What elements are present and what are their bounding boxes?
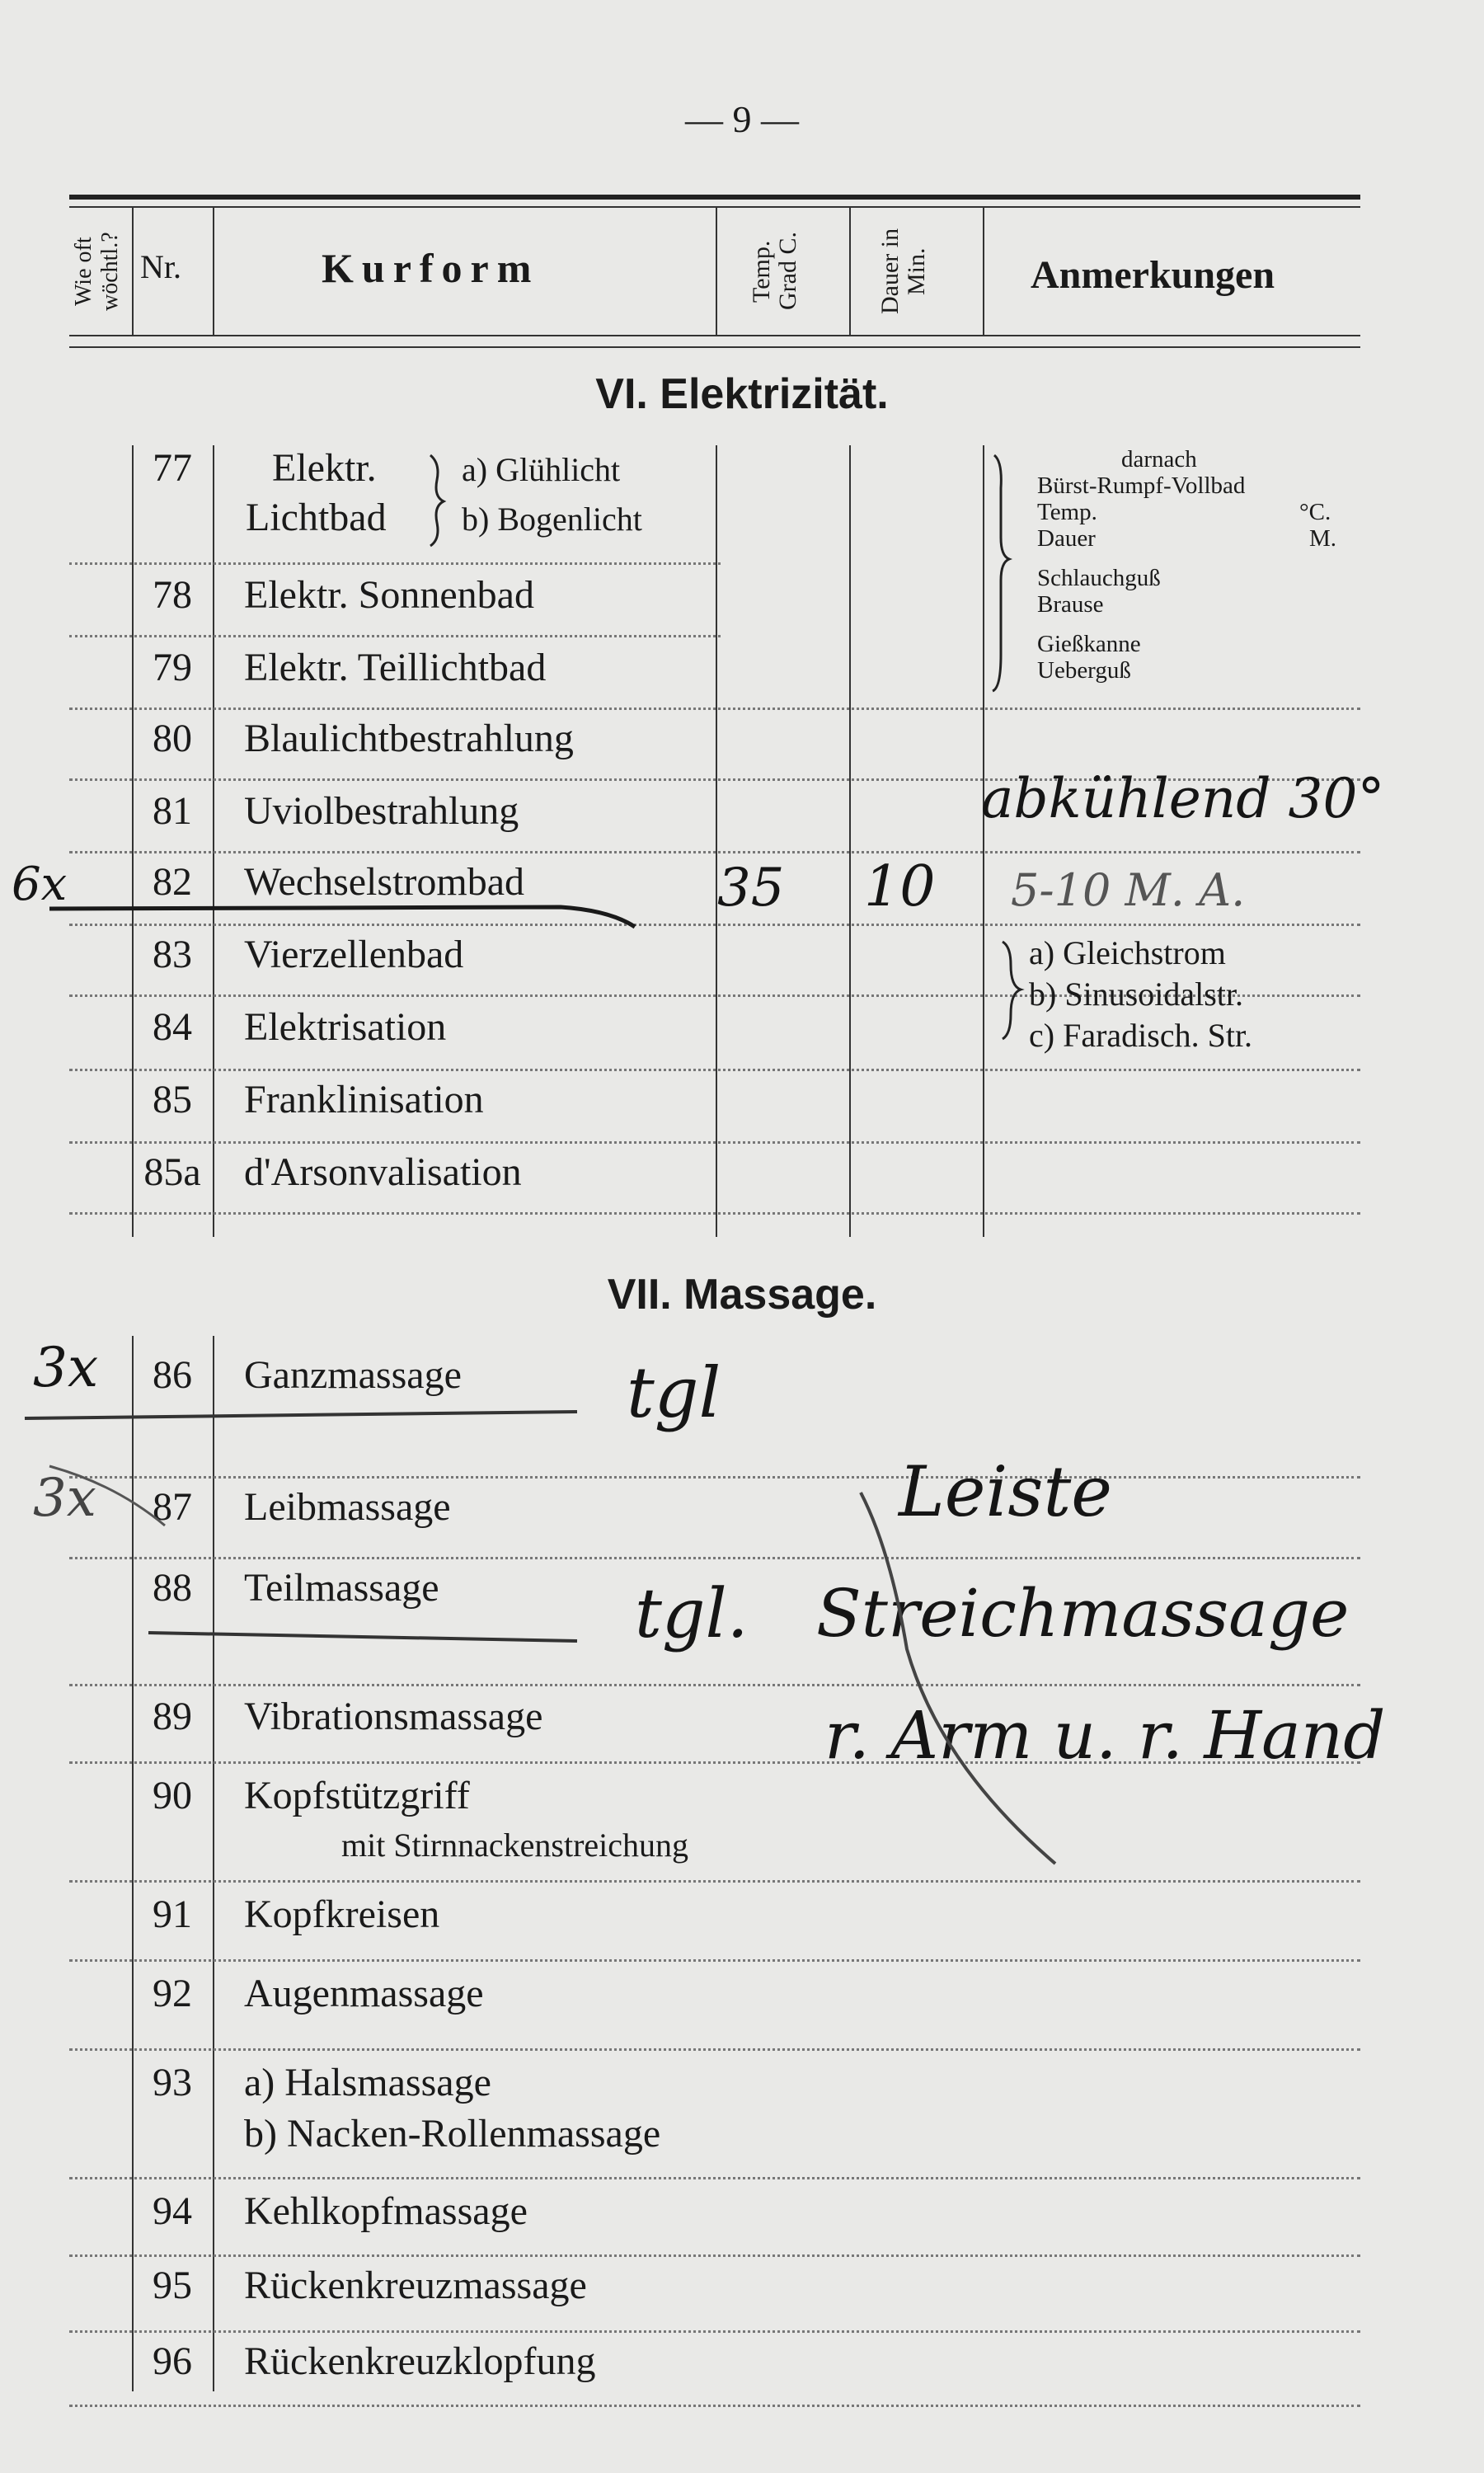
row-77-kurform: Elektr. bbox=[272, 446, 377, 490]
brace-note-1 bbox=[993, 455, 1009, 691]
brace-note-2 bbox=[1003, 942, 1021, 1039]
strike-87 bbox=[49, 1466, 165, 1526]
row-79-nr: 79 bbox=[153, 646, 192, 689]
hand-anm-81: abkühlend 30° bbox=[981, 767, 1385, 830]
row-81-kurform: Uviolbestrahlung bbox=[244, 789, 519, 833]
section-title-massage: VII. Massage. bbox=[607, 1271, 877, 1319]
hand-tgl-86: tgl bbox=[627, 1352, 721, 1433]
row-87-kurform: Leibmassage bbox=[244, 1485, 451, 1529]
row-83-nr: 83 bbox=[153, 933, 192, 976]
note-giesskanne: Gießkanne bbox=[1037, 631, 1141, 657]
hand-dauer-82: 10 bbox=[864, 854, 936, 919]
note-gleichstrom: a) Gleichstrom bbox=[1029, 934, 1226, 971]
note-schlauchguss: Schlauchguß bbox=[1037, 565, 1161, 591]
row-96-nr: 96 bbox=[153, 2339, 192, 2383]
row-85-kurform: Franklinisation bbox=[244, 1078, 484, 1121]
underline-86 bbox=[25, 1412, 577, 1418]
hand-freq-86: 3x bbox=[33, 1336, 99, 1399]
hand-anm-82: 5-10 M. A. bbox=[1011, 864, 1246, 916]
note-buerst: Bürst-Rumpf-Vollbad bbox=[1037, 473, 1246, 499]
hand-tgl-88: tgl. bbox=[635, 1575, 749, 1653]
diagonal-stroke bbox=[861, 1493, 1055, 1864]
header-anmerkungen: Anmerkungen bbox=[1031, 253, 1275, 297]
hand-freq-87: 3x bbox=[33, 1468, 96, 1529]
hand-leiste: Leiste bbox=[899, 1451, 1112, 1532]
row-88-nr: 88 bbox=[153, 1566, 192, 1610]
note-darnach: darnach bbox=[1121, 446, 1197, 473]
row-90-sub: mit Stirnnackenstreichung bbox=[341, 1827, 689, 1864]
header-nr: Nr. bbox=[140, 248, 181, 285]
note-sinusoidal: b) Sinusoidalstr. bbox=[1029, 976, 1244, 1013]
row-86-nr: 86 bbox=[153, 1353, 192, 1397]
row-89-kurform: Vibrationsmassage bbox=[244, 1695, 543, 1738]
row-77-kurform-2: Lichtbad bbox=[246, 496, 387, 539]
note-ueberguss: Ueberguß bbox=[1037, 657, 1131, 684]
underline-82 bbox=[49, 907, 635, 927]
row-77-nr: 77 bbox=[153, 446, 192, 490]
note-brause: Brause bbox=[1037, 591, 1104, 618]
note-dauer: Dauer bbox=[1037, 525, 1096, 552]
row-78-kurform: Elektr. Sonnenbad bbox=[244, 573, 534, 617]
row-80-kurform: Blaulichtbestrahlung bbox=[244, 717, 574, 760]
row-95-nr: 95 bbox=[153, 2264, 192, 2307]
row-94-nr: 94 bbox=[153, 2189, 192, 2233]
row-84-kurform: Elektrisation bbox=[244, 1005, 447, 1049]
header-temp: Temp. Grad C. bbox=[748, 232, 801, 311]
header-wie-oft: Wie oft wöchtl.? bbox=[71, 232, 123, 311]
row-91-nr: 91 bbox=[153, 1892, 192, 1936]
page-number: — 9 — bbox=[685, 98, 799, 140]
row-90-kurform: Kopfstützgriff bbox=[244, 1774, 470, 1817]
row-93-kurform-2: b) Nacken-Rollenmassage bbox=[244, 2112, 661, 2156]
row-82-kurform: Wechselstrombad bbox=[244, 860, 525, 904]
header-dauer: Dauer in Min. bbox=[876, 228, 930, 315]
header-kurform: Kurform bbox=[322, 245, 540, 291]
row-83-kurform: Vierzellenbad bbox=[244, 933, 464, 976]
hand-temp-82: 35 bbox=[717, 858, 785, 919]
hand-arm-hand: r. Arm u. r. Hand bbox=[824, 1697, 1386, 1774]
note-faradisch: c) Faradisch. Str. bbox=[1029, 1017, 1253, 1054]
row-85-nr: 85 bbox=[153, 1078, 192, 1121]
row-88-kurform: Teilmassage bbox=[244, 1566, 439, 1610]
note-temp: Temp. bbox=[1037, 499, 1097, 525]
row-87-nr: 87 bbox=[153, 1485, 192, 1529]
row-78-nr: 78 bbox=[153, 573, 192, 617]
row-86-kurform: Ganzmassage bbox=[244, 1353, 462, 1397]
row-77-sub-b: b) Bogenlicht bbox=[462, 501, 642, 538]
row-79-kurform: Elektr. Teillichtbad bbox=[244, 646, 547, 689]
row-91-kurform: Kopfkreisen bbox=[244, 1892, 440, 1936]
brace-77 bbox=[430, 455, 444, 546]
row-85a-nr: 85a bbox=[143, 1150, 201, 1194]
row-90-nr: 90 bbox=[153, 1774, 192, 1817]
note-dauer-unit: M. bbox=[1309, 525, 1337, 552]
row-94-kurform: Kehlkopfmassage bbox=[244, 2189, 528, 2233]
hand-streichmassage: Streichmassage bbox=[816, 1575, 1350, 1652]
row-82-nr: 82 bbox=[153, 860, 192, 904]
row-93-kurform: a) Halsmassage bbox=[244, 2061, 491, 2104]
row-89-nr: 89 bbox=[153, 1695, 192, 1738]
section-title-elektrizitaet: VI. Elektrizität. bbox=[595, 370, 889, 418]
row-84-nr: 84 bbox=[153, 1005, 192, 1049]
row-93-nr: 93 bbox=[153, 2061, 192, 2104]
row-92-nr: 92 bbox=[153, 1972, 192, 2015]
row-80-nr: 80 bbox=[153, 717, 192, 760]
row-85a-kurform: d'Arsonvalisation bbox=[244, 1150, 522, 1194]
underline-88 bbox=[148, 1633, 577, 1641]
hand-freq-82: 6x bbox=[12, 858, 68, 911]
note-temp-unit: °C. bbox=[1299, 499, 1331, 525]
row-77-sub-a: a) Glühlicht bbox=[462, 451, 621, 488]
row-81-nr: 81 bbox=[153, 789, 192, 833]
row-92-kurform: Augenmassage bbox=[244, 1972, 484, 2015]
row-96-kurform: Rückenkreuzklopfung bbox=[244, 2339, 596, 2383]
row-95-kurform: Rückenkreuzmassage bbox=[244, 2264, 587, 2307]
